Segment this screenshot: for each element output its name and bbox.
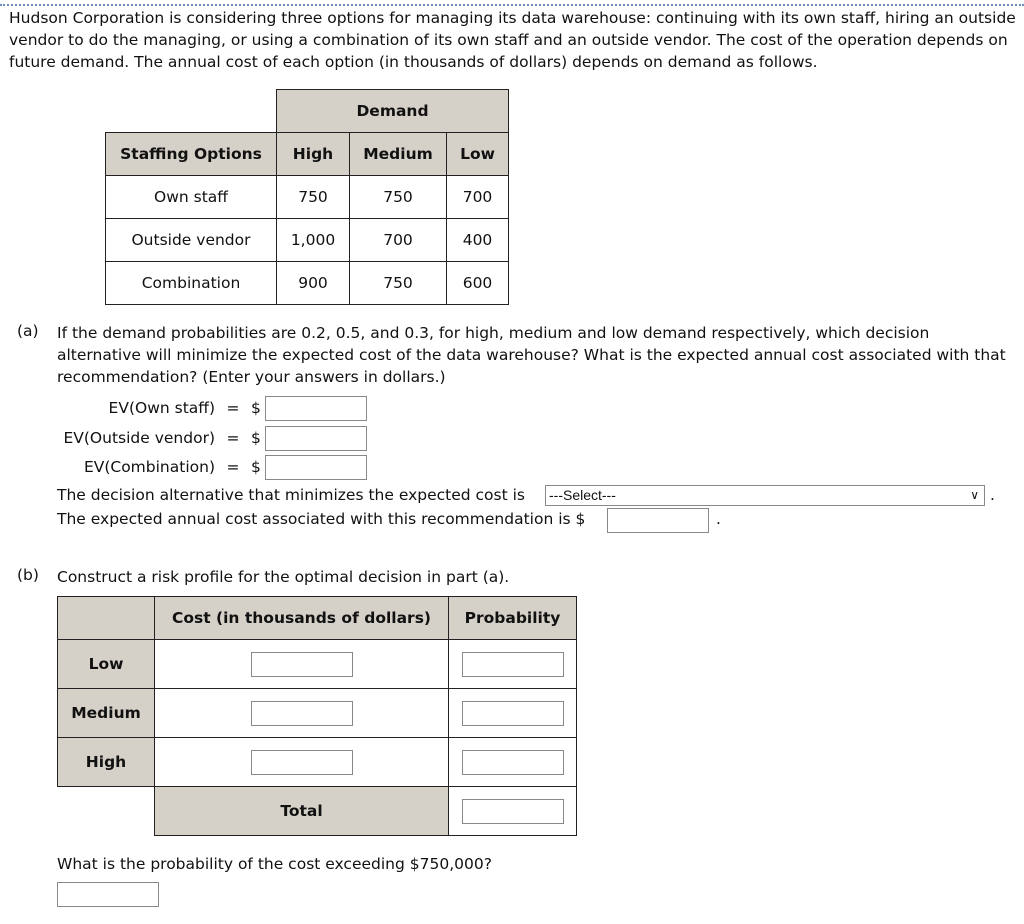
cost-header: Cost (in thousands of dollars) (155, 597, 449, 640)
cell-value: 700 (447, 176, 509, 219)
expected-cost-text: The expected annual cost associated with this recommendation is $ (57, 510, 586, 528)
ev-outside-vendor-label: EV(Outside vendor) (63, 429, 215, 447)
row-label-low: Low (58, 640, 155, 689)
probability-high-input[interactable] (462, 750, 564, 775)
table-row (58, 787, 577, 836)
table-row (58, 738, 577, 787)
equals-sign: = (226, 399, 240, 417)
part-b-question: Construct a risk profile for the optimal decision in part (a). (57, 568, 510, 586)
row-label: Own staff (106, 176, 277, 219)
ev-own-staff-input[interactable] (265, 396, 367, 421)
part-a-question: If the demand probabilities are 0.2, 0.5, and 0.3, for high, medium and low demand respectively, which decision alternative will minimize the expected cost of the data warehouse? What is the expected annual cost associated with that recommendation? (Enter your answers in dollars.) (57, 324, 1006, 386)
cell-value: 750 (277, 176, 350, 219)
ev-own-staff-label: EV(Own staff) (108, 399, 215, 417)
dollar-sign: $ (251, 458, 261, 476)
table-row (106, 176, 509, 219)
col-low-header: Low (447, 133, 509, 176)
probability-total-input[interactable] (462, 799, 564, 824)
cost-low-input[interactable] (251, 652, 353, 677)
probability-header: Probability (449, 597, 577, 640)
demand-cost-table (105, 89, 509, 305)
table-row (58, 640, 577, 689)
top-dotted-divider (0, 4, 1024, 6)
chevron-down-icon: ∨ (970, 488, 979, 502)
cell-value: 400 (447, 219, 509, 262)
cell-value: 750 (350, 176, 447, 219)
table-row (106, 262, 509, 305)
expected-cost-input[interactable] (607, 508, 709, 533)
row-label: Combination (106, 262, 277, 305)
ev-combination-row (57, 454, 367, 480)
probability-low-input[interactable] (462, 652, 564, 677)
demand-header: Demand (277, 90, 509, 133)
equals-sign: = (226, 458, 240, 476)
cell-value: 700 (350, 219, 447, 262)
expected-cost-period: . (716, 510, 721, 528)
row-label-medium: Medium (58, 689, 155, 738)
probability-medium-input[interactable] (462, 701, 564, 726)
decision-select[interactable] (545, 485, 985, 506)
col-high-header: High (277, 133, 350, 176)
table-row (106, 219, 509, 262)
exceed-probability-question: What is the probability of the cost exceeding $750,000? (57, 855, 492, 873)
ev-combination-input[interactable] (265, 455, 367, 480)
ev-outside-vendor-input[interactable] (265, 426, 367, 451)
decision-select-value: ---Select--- (549, 487, 616, 503)
cost-high-input[interactable] (251, 750, 353, 775)
risk-profile-table (57, 596, 577, 836)
cell-value: 750 (350, 262, 447, 305)
row-label-high: High (58, 738, 155, 787)
ev-own-staff-row (57, 395, 367, 421)
staffing-options-header: Staffing Options (106, 133, 277, 176)
part-b-label: (b) (17, 566, 39, 584)
dollar-sign: $ (251, 399, 261, 417)
cell-value: 1,000 (277, 219, 350, 262)
exceed-probability-input[interactable] (57, 882, 159, 907)
row-label: Outside vendor (106, 219, 277, 262)
part-a-label: (a) (17, 322, 39, 340)
dollar-sign: $ (251, 429, 261, 447)
cell-value: 600 (447, 262, 509, 305)
decision-text: The decision alternative that minimizes the expected cost is (57, 486, 525, 504)
cost-medium-input[interactable] (251, 701, 353, 726)
equals-sign: = (226, 429, 240, 447)
ev-outside-vendor-row (57, 425, 367, 451)
cell-value: 900 (277, 262, 350, 305)
problem-intro: Hudson Corporation is considering three options for managing its data warehouse: continuing with its own staff, hiring an outside vendor to do the managing, or using a combination of its own staff and an outside vendor. The cost of the operation depends on future demand. The annual cost of each option (in thousands of dollars) depends on demand as follows. (9, 9, 1016, 71)
decision-period: . (990, 486, 995, 504)
total-label: Total (155, 787, 449, 836)
col-medium-header: Medium (350, 133, 447, 176)
ev-combination-label: EV(Combination) (83, 458, 215, 476)
table-row (58, 689, 577, 738)
